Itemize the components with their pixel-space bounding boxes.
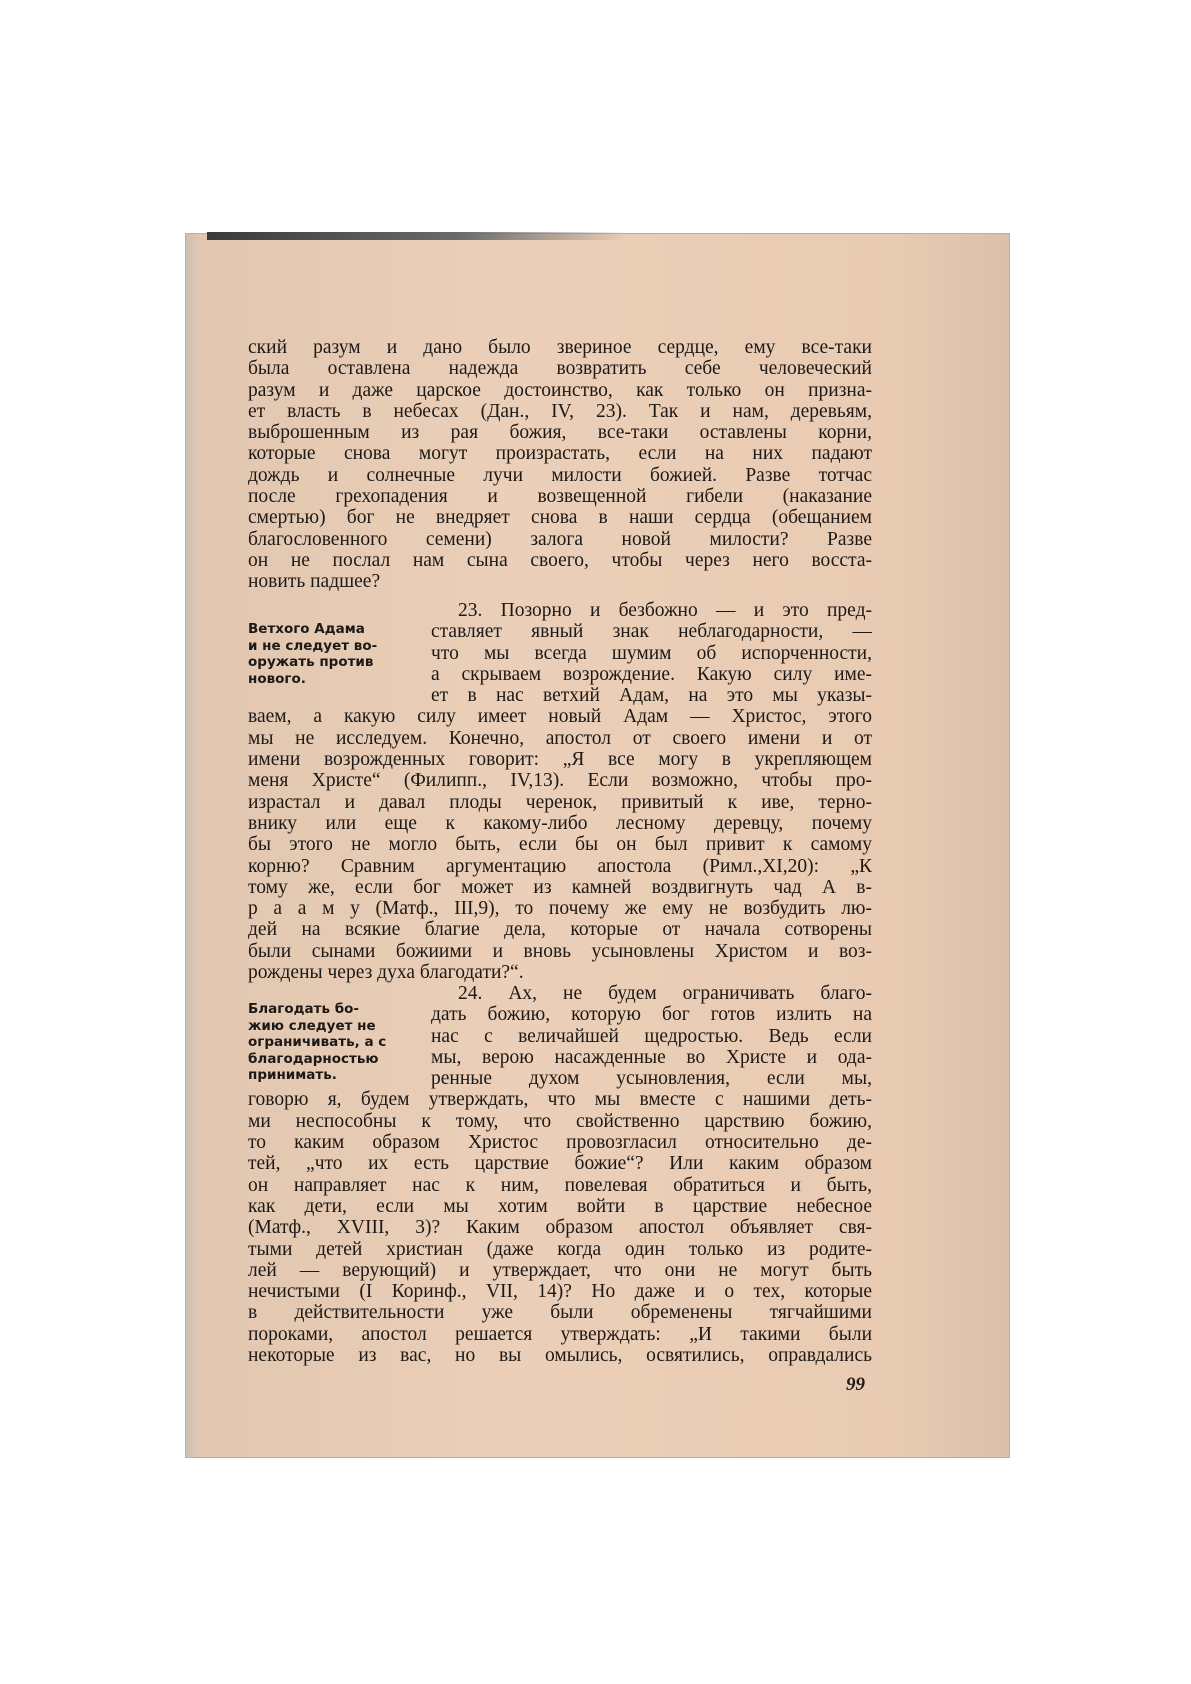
- text-line: рождены через духа благодати?“.: [248, 962, 524, 984]
- text-line: бы этого не могло быть, если бы он был привит к самому: [248, 834, 872, 856]
- text-line: корню? Сравним аргументацию апостола (Римл.,XI,20): „К: [248, 855, 872, 877]
- text-line: тыми детей христиан (даже когда один только из родите-: [248, 1238, 872, 1260]
- text-line: р а а м у (Матф., III,9), то почему же ему не возбудить лю-: [248, 898, 872, 920]
- text-line: нечистыми (I Коринф., VII, 14)? Но даже и о тех, которые: [248, 1281, 872, 1303]
- page-number: 99: [846, 1374, 865, 1395]
- paragraph-23: [248, 600, 872, 983]
- margin-note-line: жию следует не: [248, 1017, 376, 1034]
- text-line: которые снова могут произрастать, если на них падают: [248, 443, 872, 465]
- text-line: как дети, если мы хотим войти в царствие небесное: [248, 1195, 872, 1217]
- text-line: тому же, если бог может из камней воздвигнуть чад А в-: [248, 876, 872, 898]
- text-line: израстал и давал плоды черенок, привитый к иве, терно-: [248, 791, 872, 813]
- text-line: дей на всякие благие дела, которые от начала сотворены: [248, 919, 872, 941]
- text-line: ский разум и дано было звериное сердце, ему все-таки: [248, 337, 872, 358]
- margin-note-line: ограничивать, а с: [248, 1034, 387, 1050]
- text-line: некоторые из вас, но вы омылись, освятились, оправдались: [248, 1345, 872, 1367]
- paragraph-continuation: [248, 337, 872, 593]
- text-line: ми неспособны к тому, что свойственно царствию божию,: [248, 1110, 872, 1132]
- text-line: благословенного семени) залога новой милости? Разве: [248, 528, 872, 550]
- text-line: выброшенным из рая божия, все-таки оставлены корни,: [248, 422, 872, 444]
- margin-note-line: Благодать бо-: [248, 1001, 359, 1017]
- text-line: была оставлена надежда возвратить себе человеческий: [248, 358, 872, 380]
- text-line: дать божию, которую бог готов излить на: [431, 1004, 872, 1026]
- text-line: ет в нас ветхий Адам, на это мы указы-: [431, 685, 872, 707]
- margin-note-line: оружать против: [248, 654, 374, 670]
- text-line: 24. Ах, не будем ограничивать благо-: [458, 983, 872, 1004]
- text-line: ет власть в небесах (Дан., IV, 23). Так и нам, деревьям,: [248, 400, 872, 422]
- text-line: дождь и солнечные лучи милости божией. Разве тотчас: [248, 464, 872, 486]
- paragraph-24: [248, 983, 872, 1366]
- text-line: он направляет нас к ним, повелевая обратиться и быть,: [248, 1174, 872, 1196]
- margin-note-line: Ветхого Адама: [248, 621, 365, 637]
- text-line: а скрываем возрождение. Какую силу име-: [431, 663, 872, 685]
- text-line: смертью) бог не внедряет снова в наши сердца (обещанием: [248, 507, 872, 529]
- text-line: ренные духом усыновления, если мы,: [431, 1068, 872, 1090]
- margin-note-line: нового.: [248, 670, 306, 687]
- text-line: лей — верующий) и утверждает, что они не могут быть: [248, 1259, 872, 1281]
- text-line: 23. Позорно и безбожно — и это пред-: [458, 600, 872, 621]
- text-line: нас с величайшей щедростью. Ведь если: [431, 1025, 872, 1047]
- margin-note-line: благодарностью: [248, 1050, 379, 1067]
- text-line: имени возрожденных говорит: „Я все могу в укрепляющем: [248, 749, 872, 771]
- text-line: ваем, а какую силу имеет новый Адам — Христос, этого: [248, 706, 872, 728]
- text-line: (Матф., XVIII, 3)? Каким образом апостол объявляет свя-: [248, 1217, 872, 1239]
- text-line: внику или еще к какому-либо лесному деревцу, почему: [248, 812, 872, 834]
- text-line: новить падшее?: [248, 571, 381, 593]
- margin-note-line: и не следует во-: [248, 637, 378, 654]
- text-line: говорю я, будем утверждать, что мы вместе с нашими деть-: [248, 1089, 872, 1111]
- margin-note-line: принимать.: [248, 1067, 337, 1083]
- text-line: то каким образом Христос провозгласил относительно де-: [248, 1132, 872, 1154]
- text-line: меня Христе“ (Филипп., IV,13). Если возможно, чтобы про-: [248, 770, 872, 792]
- scan-edge-shadow: [207, 232, 627, 240]
- text-line: мы, верою насажденные во Христе и ода-: [431, 1046, 872, 1068]
- text-line: тей, „что их есть царствие божие“? Или каким образом: [248, 1153, 872, 1175]
- text-line: разум и даже царское достоинство, как только он призна-: [248, 379, 872, 401]
- text-line: были сынами божиими и вновь усыновлены Христом и воз-: [248, 940, 872, 962]
- text-line: в действительности уже были обременены тягчайшими: [248, 1302, 872, 1324]
- text-line: после грехопадения и возвещенной гибели (наказание: [248, 486, 872, 508]
- text-line: что мы всегда шумим об испорченности,: [431, 642, 872, 664]
- text-line: ставляет явный знак неблагодарности, —: [431, 621, 872, 643]
- text-line: он не послал нам сына своего, чтобы через него восста-: [248, 549, 872, 571]
- text-line: пороками, апостол решается утверждать: „И такими были: [248, 1323, 872, 1345]
- text-line: мы не исследуем. Конечно, апостол от своего имени и от: [248, 727, 872, 749]
